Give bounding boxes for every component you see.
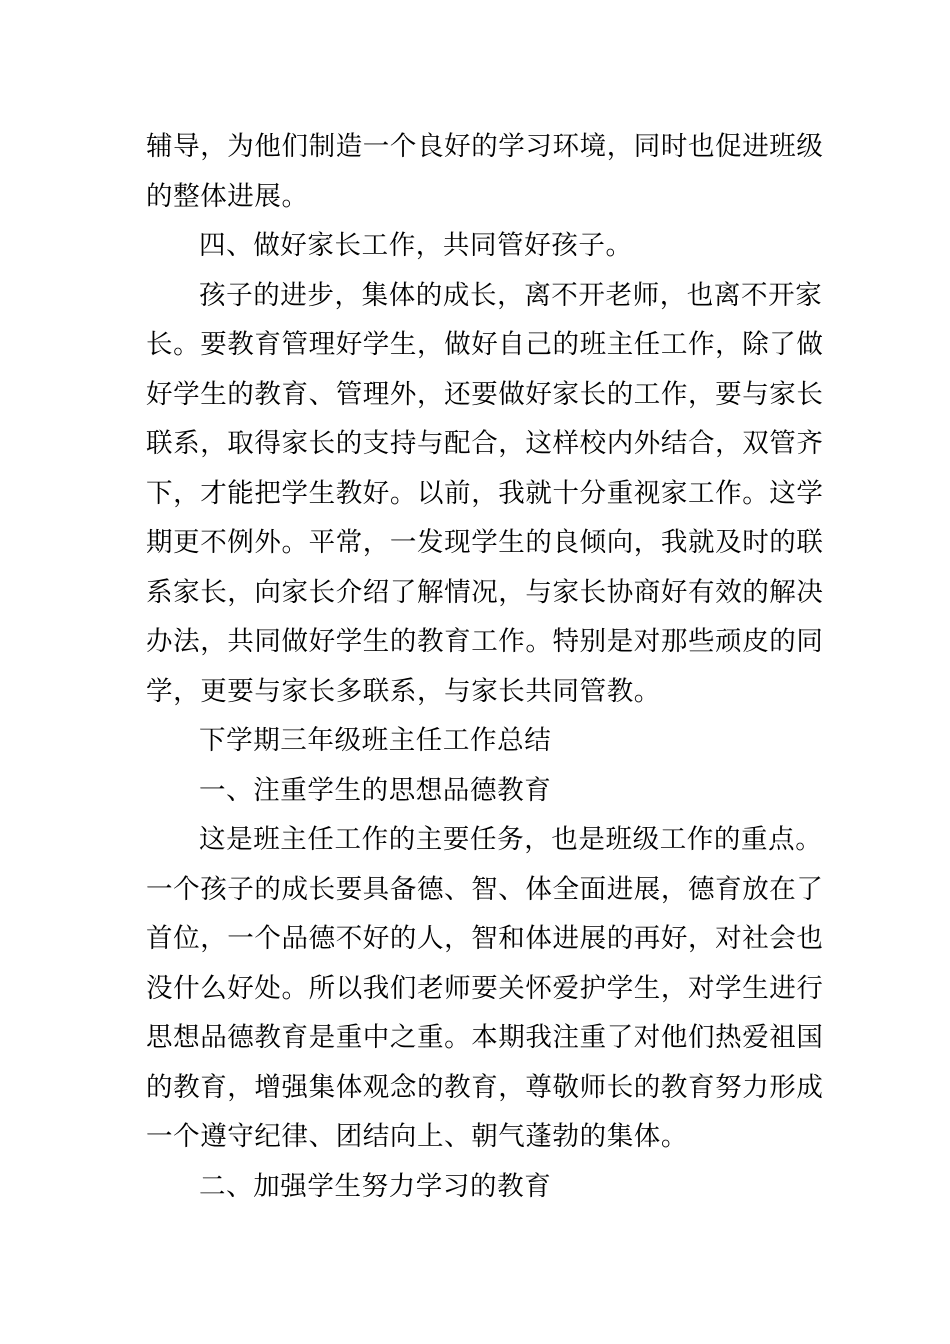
text-line: 一个孩子的成长要具备德、智、体全面进展，德育放在了	[146, 873, 824, 905]
text-line: 好学生的教育、管理外，还要做好家长的工作，要与家长	[146, 378, 824, 410]
text-line: 期更不例外。平常，一发现学生的良倾向，我就及时的联	[146, 527, 824, 558]
text-line: 的教育，增强集体观念的教育，尊敬师长的教育努力形成	[146, 1071, 824, 1103]
text-line: 没什么好处。所以我们老师要关怀爱护学生，对学生进行	[146, 972, 824, 1004]
document-title: 下学期三年级班主任工作总结	[199, 725, 552, 756]
text-line: 一个遵守纪律、团结向上、朝气蓬勃的集体。	[146, 1121, 688, 1152]
text-line: 的整体进展。	[146, 180, 309, 212]
text-line: 办法，共同做好学生的教育工作。特别是对那些顽皮的同	[146, 626, 824, 657]
text-line: 思想品德教育是重中之重。本期我注重了对他们热爱祖国	[146, 1022, 824, 1053]
text-line: 这是班主任工作的主要任务，也是班级工作的重点。	[199, 824, 823, 855]
text-line: 长。要教育管理好学生，做好自己的班主任工作，除了做	[146, 329, 824, 360]
text-line: 下，才能把学生教好。以前，我就十分重视家工作。这学	[146, 477, 824, 509]
text-line: 首位，一个品德不好的人，智和体进展的再好，对社会也	[146, 923, 824, 954]
section-heading: 一、注重学生的思想品德教育	[199, 774, 552, 806]
section-heading: 二、加强学生努力学习的教育	[199, 1170, 552, 1202]
text-line: 学，更要与家长多联系，与家长共同管教。	[146, 675, 661, 707]
document-body	[146, 122, 824, 1211]
text-line: 辅导，为他们制造一个良好的学习环境，同时也促进班级	[146, 131, 824, 162]
section-heading: 四、做好家长工作，共同管好孩子。	[199, 230, 633, 261]
text-line: 系家长，向家长介绍了解情况，与家长协商好有效的解决	[146, 576, 824, 608]
text-line: 孩子的进步，集体的成长，离不开老师，也离不开家	[199, 279, 823, 311]
text-line: 联系，取得家长的支持与配合，这样校内外结合，双管齐	[146, 428, 824, 459]
